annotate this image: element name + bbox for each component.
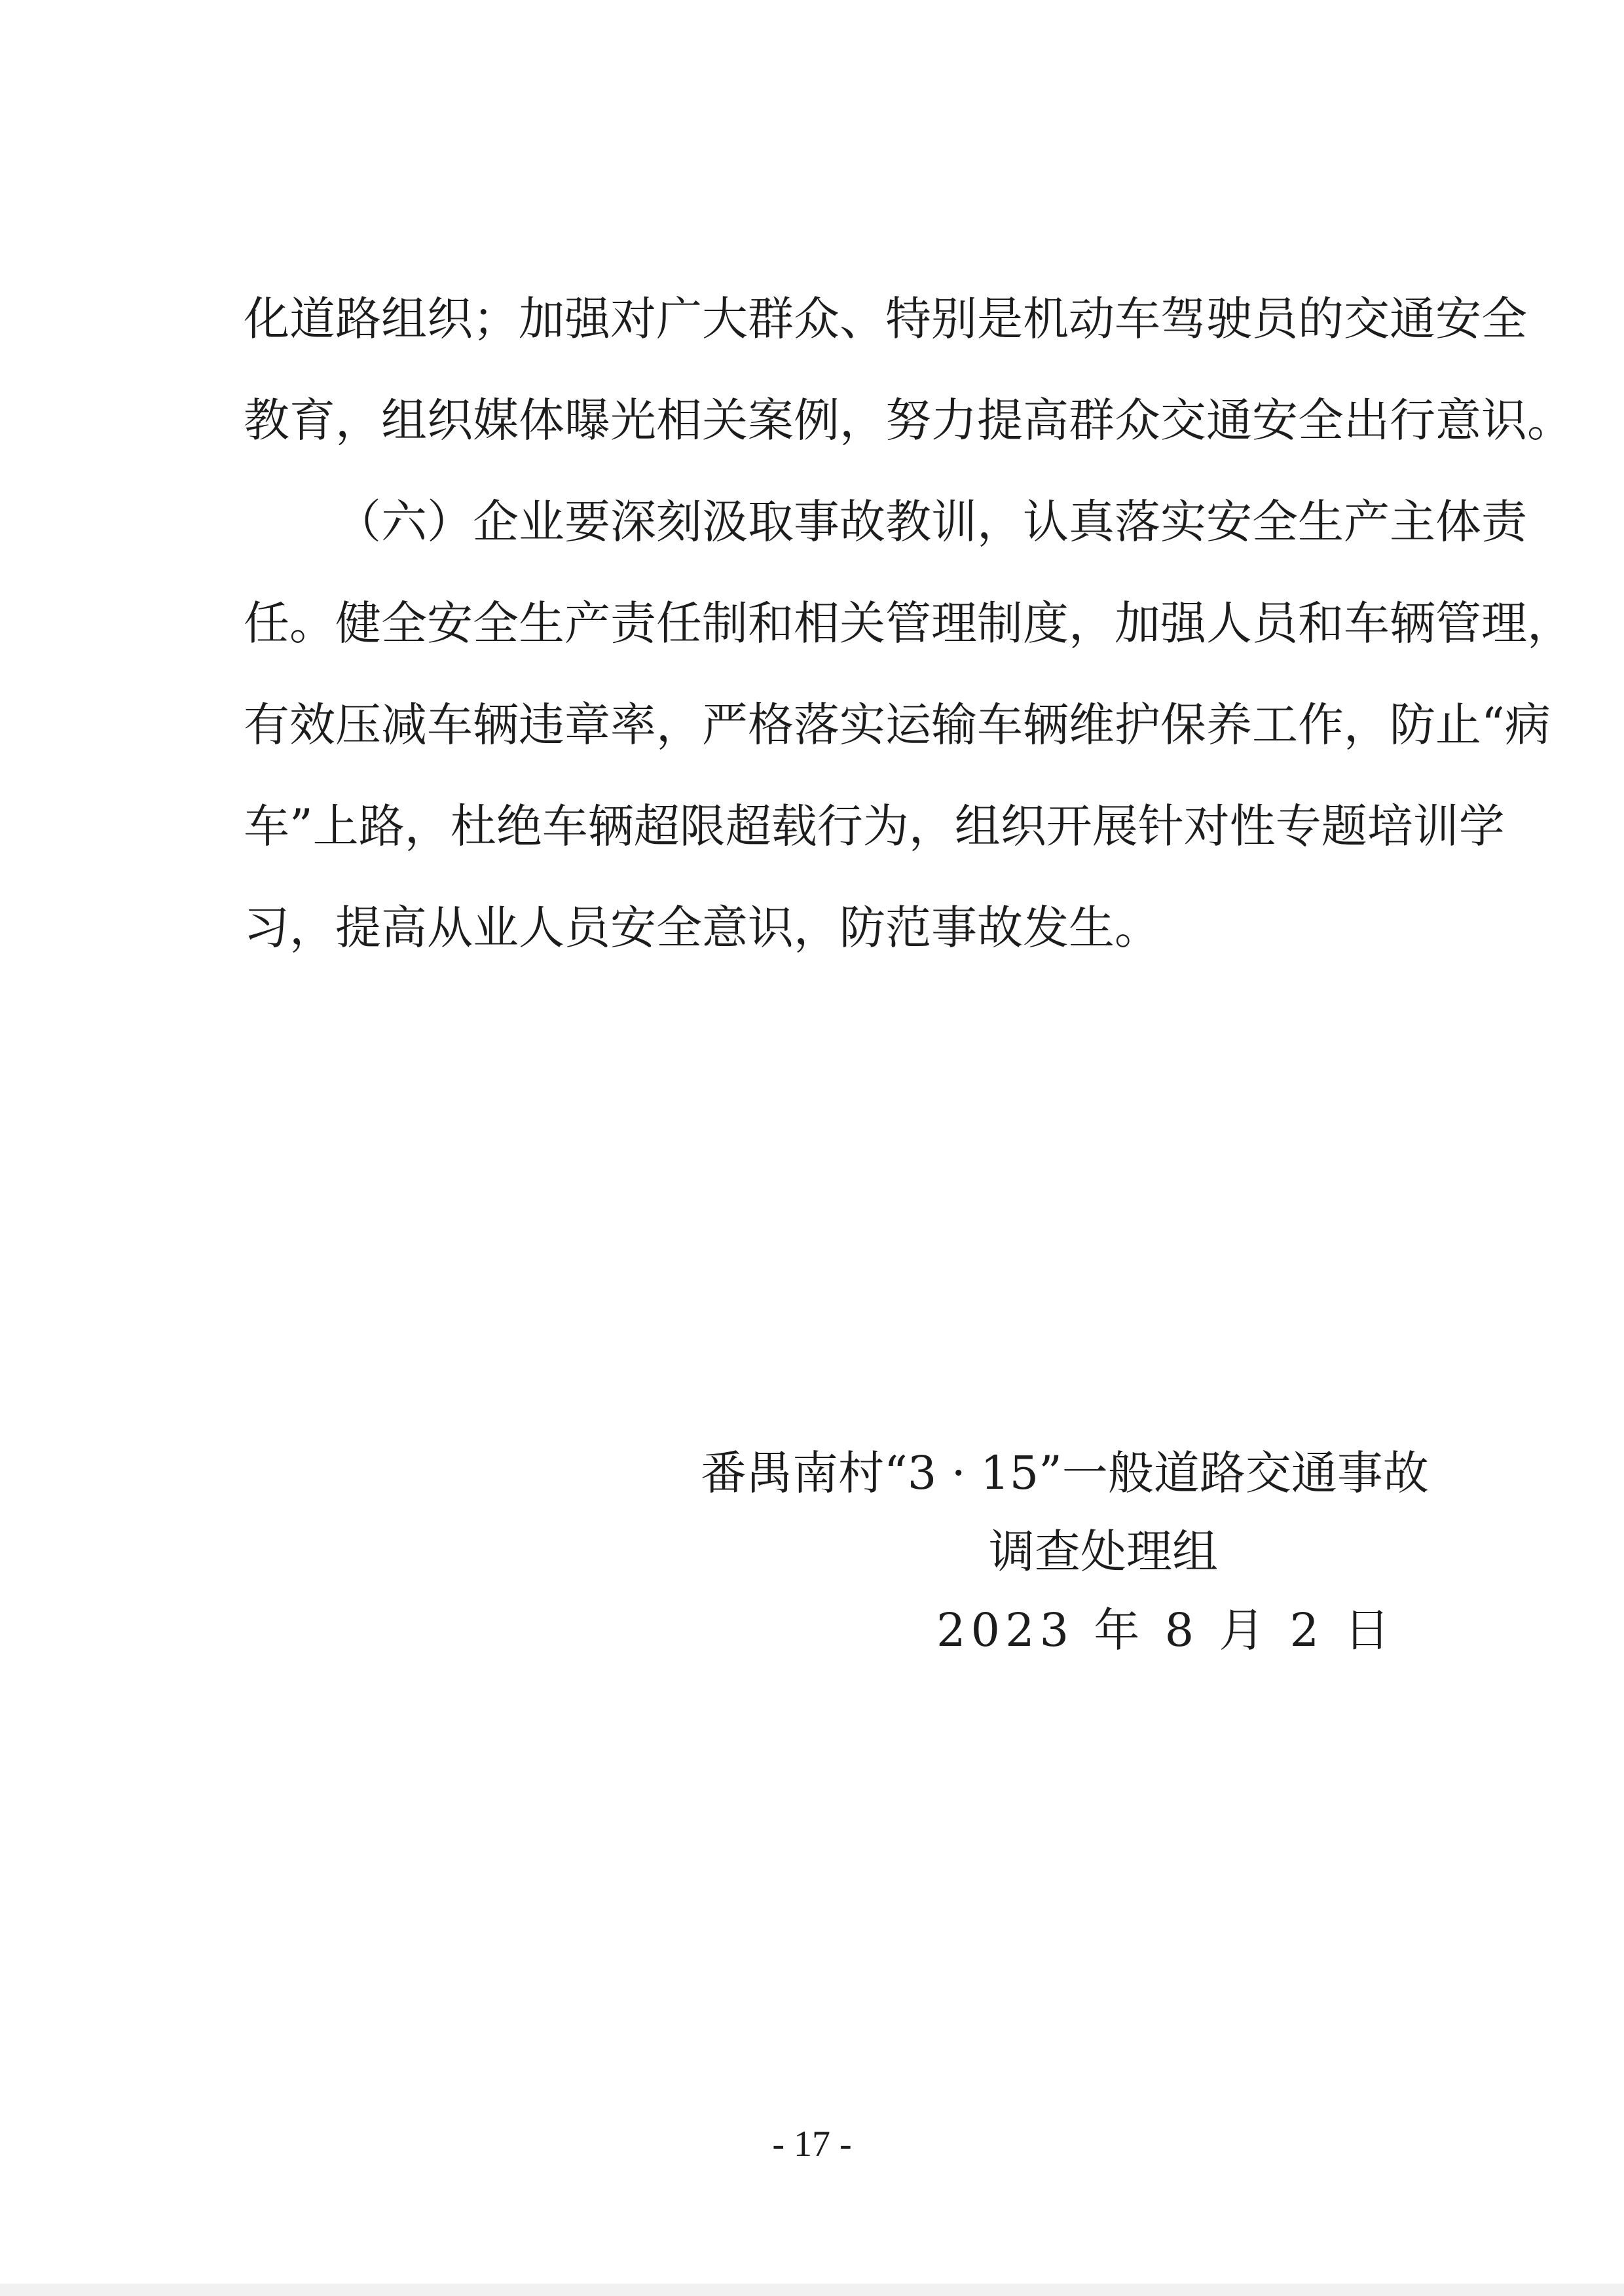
signature-block (701, 1434, 1486, 1669)
body-line: （六）企业要深刻汲取事故教训，认真落实安全生产主体责 (335, 495, 1527, 549)
body-paragraphs (244, 268, 1573, 979)
signature-date: 2023 年 8 月 2 日 (936, 1603, 1395, 1657)
signature-organization-line-1: 番禺南村“3 · 15”一般道路交通事故 (701, 1446, 1429, 1500)
body-line: 教育，组织媒体曝光相关案例，努力提高群众交通安全出行意识。 (244, 393, 1573, 447)
body-line: 有效压减车辆违章率，严格落实运输车辆维护保养工作，防止“病 (244, 698, 1551, 752)
body-line: 车”上路，杜绝车辆超限超载行为，组织开展针对性专题培训学 (244, 799, 1505, 853)
signature-organization-line-2: 调查处理组 (989, 1525, 1218, 1578)
scan-bottom-edge (0, 2284, 1624, 2296)
body-line: 任。健全安全生产责任制和相关管理制度，加强人员和车辆管理， (244, 596, 1573, 650)
body-line: 习，提高从业人员安全意识，防范事故发生。 (244, 901, 1160, 955)
page-number: - 17 - (772, 2124, 852, 2164)
body-line: 化道路组织；加强对广大群众、特别是机动车驾驶员的交通安全 (244, 292, 1527, 346)
